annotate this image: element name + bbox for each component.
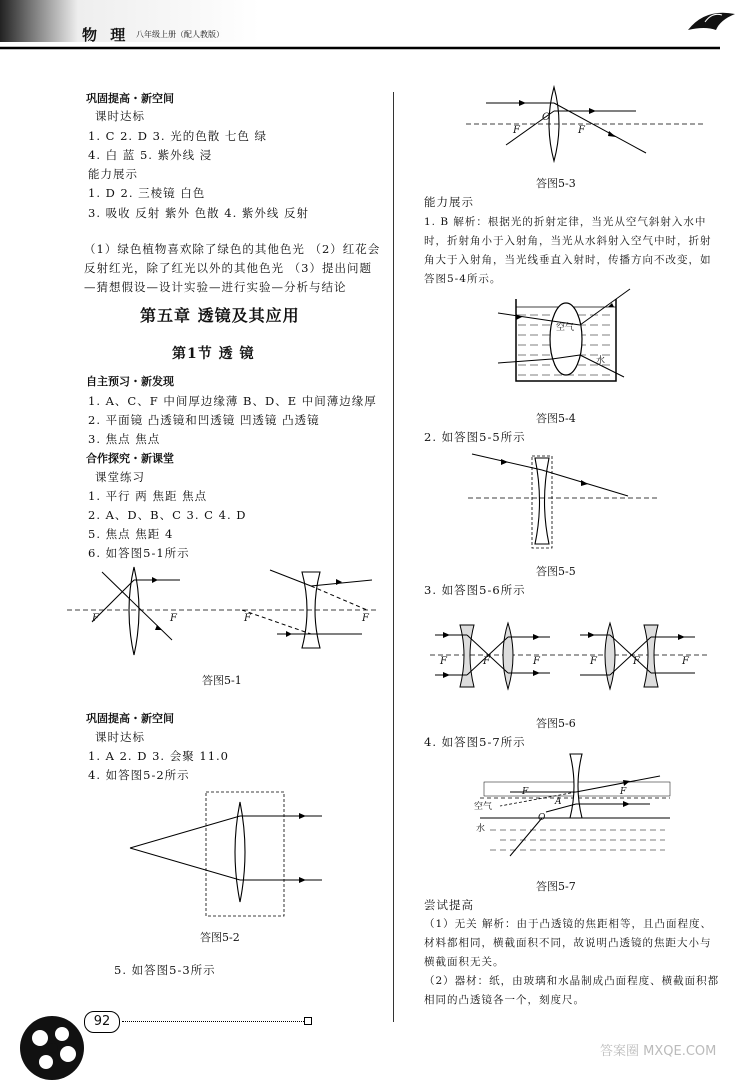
subheading: 能力展示 — [88, 167, 138, 181]
figure-caption: 答图5-4 — [536, 412, 576, 425]
footer-dotted-line — [122, 1021, 304, 1022]
optical-center-label: O — [542, 112, 551, 123]
subheading: 尝试提高 — [424, 898, 474, 912]
answer-paragraph: 1. B 解析：根据光的折射定律，当光从空气斜射入水中时，折射角小于入射角，当光从水斜射入空气中时，折射角大于入射角，当光线垂直入射时，传播方向不改变，如答图5-4所示。 — [424, 216, 712, 285]
answer-line: 3. 如答图5-6所示 — [424, 583, 526, 597]
chapter-title: 第五章 透镜及其应用 — [140, 306, 300, 325]
focus-label: F — [533, 656, 540, 667]
figure-5-6 — [430, 605, 710, 695]
header-bar — [0, 0, 750, 52]
optical-center-label: O — [538, 813, 546, 823]
answer-line: 2. A、D、B、C 3. C 4. D — [88, 508, 247, 522]
page-number: 92 — [93, 1014, 111, 1029]
focus-label: F — [92, 613, 99, 624]
figure-5-7 — [470, 752, 670, 862]
subject-title: 物 理 — [82, 26, 130, 44]
answer-line: 4. 白 蓝 5. 紫外线 浸 — [88, 148, 213, 162]
air-label: 空气 — [474, 802, 493, 812]
subheading: 课时达标 — [95, 109, 145, 123]
figure-5-2 — [126, 790, 326, 920]
figure-5-4 — [492, 285, 632, 385]
answer-line: 1. 平行 两 焦距 焦点 — [88, 489, 208, 503]
figure-5-5 — [468, 448, 658, 548]
answer-line: 4. 如答图5-2所示 — [88, 768, 190, 782]
answer-line: 1. A、C、F 中间厚边缘薄 B、D、E 中间薄边缘厚 — [88, 394, 377, 408]
answer-line: 1. C 2. D 3. 光的色散 七色 绿 — [88, 129, 268, 143]
watermark: 答案圈 MXQE.COM — [600, 1044, 717, 1059]
water-label: 水 — [596, 356, 606, 366]
answer-paragraph: （1）绿色植物喜欢除了绿色的其他色光 （2）红花会反射红光，除了红光以外的其他色光 （3）提出问题—猜想假设—设计实验—进行实验—分析与结论 — [84, 242, 381, 294]
focus-label: F — [483, 656, 490, 667]
figure-caption: 答图5-2 — [200, 931, 240, 944]
focus-label: F — [633, 656, 640, 667]
answer-line: 2. 如答图5-5所示 — [424, 430, 526, 444]
focus-label: F — [513, 125, 520, 136]
figure-caption: 答图5-7 — [536, 880, 576, 893]
focus-label: F — [590, 656, 597, 667]
section-heading: 合作探究・新课堂 — [86, 452, 174, 465]
answer-line: 5. 如答图5-3所示 — [114, 963, 216, 977]
water-label: 水 — [476, 824, 486, 834]
figure-caption: 答图5-3 — [536, 177, 576, 190]
focus-label: F — [440, 656, 447, 667]
answer-line: 2. 平面镜 凸透镜和凹透镜 凹透镜 凸透镜 — [88, 413, 320, 427]
focus-label: F — [620, 787, 627, 797]
focus-label: F — [682, 656, 689, 667]
subheading: 课堂练习 — [95, 470, 145, 484]
column-divider — [393, 92, 394, 1022]
answer-paragraph: （2）器材：纸，由玻璃和水晶制成凸面程度、横截面积都相同的凸透镜各一个，刻度尺。 — [424, 975, 720, 1006]
section-title: 第1节 透 镜 — [172, 346, 255, 362]
answer-line: 3. 焦点 焦点 — [88, 432, 161, 446]
page-number-box — [84, 1011, 120, 1033]
section-heading: 自主预习・新发现 — [86, 375, 174, 388]
point-label: A — [555, 797, 562, 807]
footer-square-marker — [304, 1017, 312, 1025]
answer-line: 5. 焦点 焦距 4 — [88, 527, 174, 541]
subheading: 课时达标 — [95, 730, 145, 744]
section-heading: 巩固提高・新空间 — [86, 712, 174, 725]
answer-line: 3. 吸收 反射 紫外 色散 4. 紫外线 反射 — [88, 206, 310, 220]
subheading: 能力展示 — [424, 195, 474, 209]
focus-label: F — [578, 125, 585, 136]
grade-label: 八年级上册（配人教版） — [136, 30, 224, 39]
focus-label: F — [362, 613, 369, 624]
figure-5-1 — [62, 562, 382, 662]
figure-5-3 — [466, 85, 706, 165]
figure-caption: 答图5-6 — [536, 717, 576, 730]
focus-label: F — [170, 613, 177, 624]
answer-line: 1. A 2. D 3. 会聚 11.0 — [88, 749, 229, 763]
air-label: 空气 — [556, 323, 575, 333]
figure-caption: 答图5-5 — [536, 565, 576, 578]
answer-line: 1. D 2. 三棱镜 白色 — [88, 186, 206, 200]
answer-line: 4. 如答图5-7所示 — [424, 735, 526, 749]
focus-label: F — [522, 787, 529, 797]
answer-paragraph: （1）无关 解析：由于凸透镜的焦距相等，且凸面程度、材料都相同，横截面积不同，故说明凸透镜的焦距大小与横截面积无关。 — [424, 918, 713, 968]
focus-label: F — [244, 613, 251, 624]
section-heading: 巩固提高・新空间 — [86, 92, 174, 105]
figure-caption: 答图5-1 — [202, 674, 242, 687]
answer-line: 6. 如答图5-1所示 — [88, 546, 190, 560]
